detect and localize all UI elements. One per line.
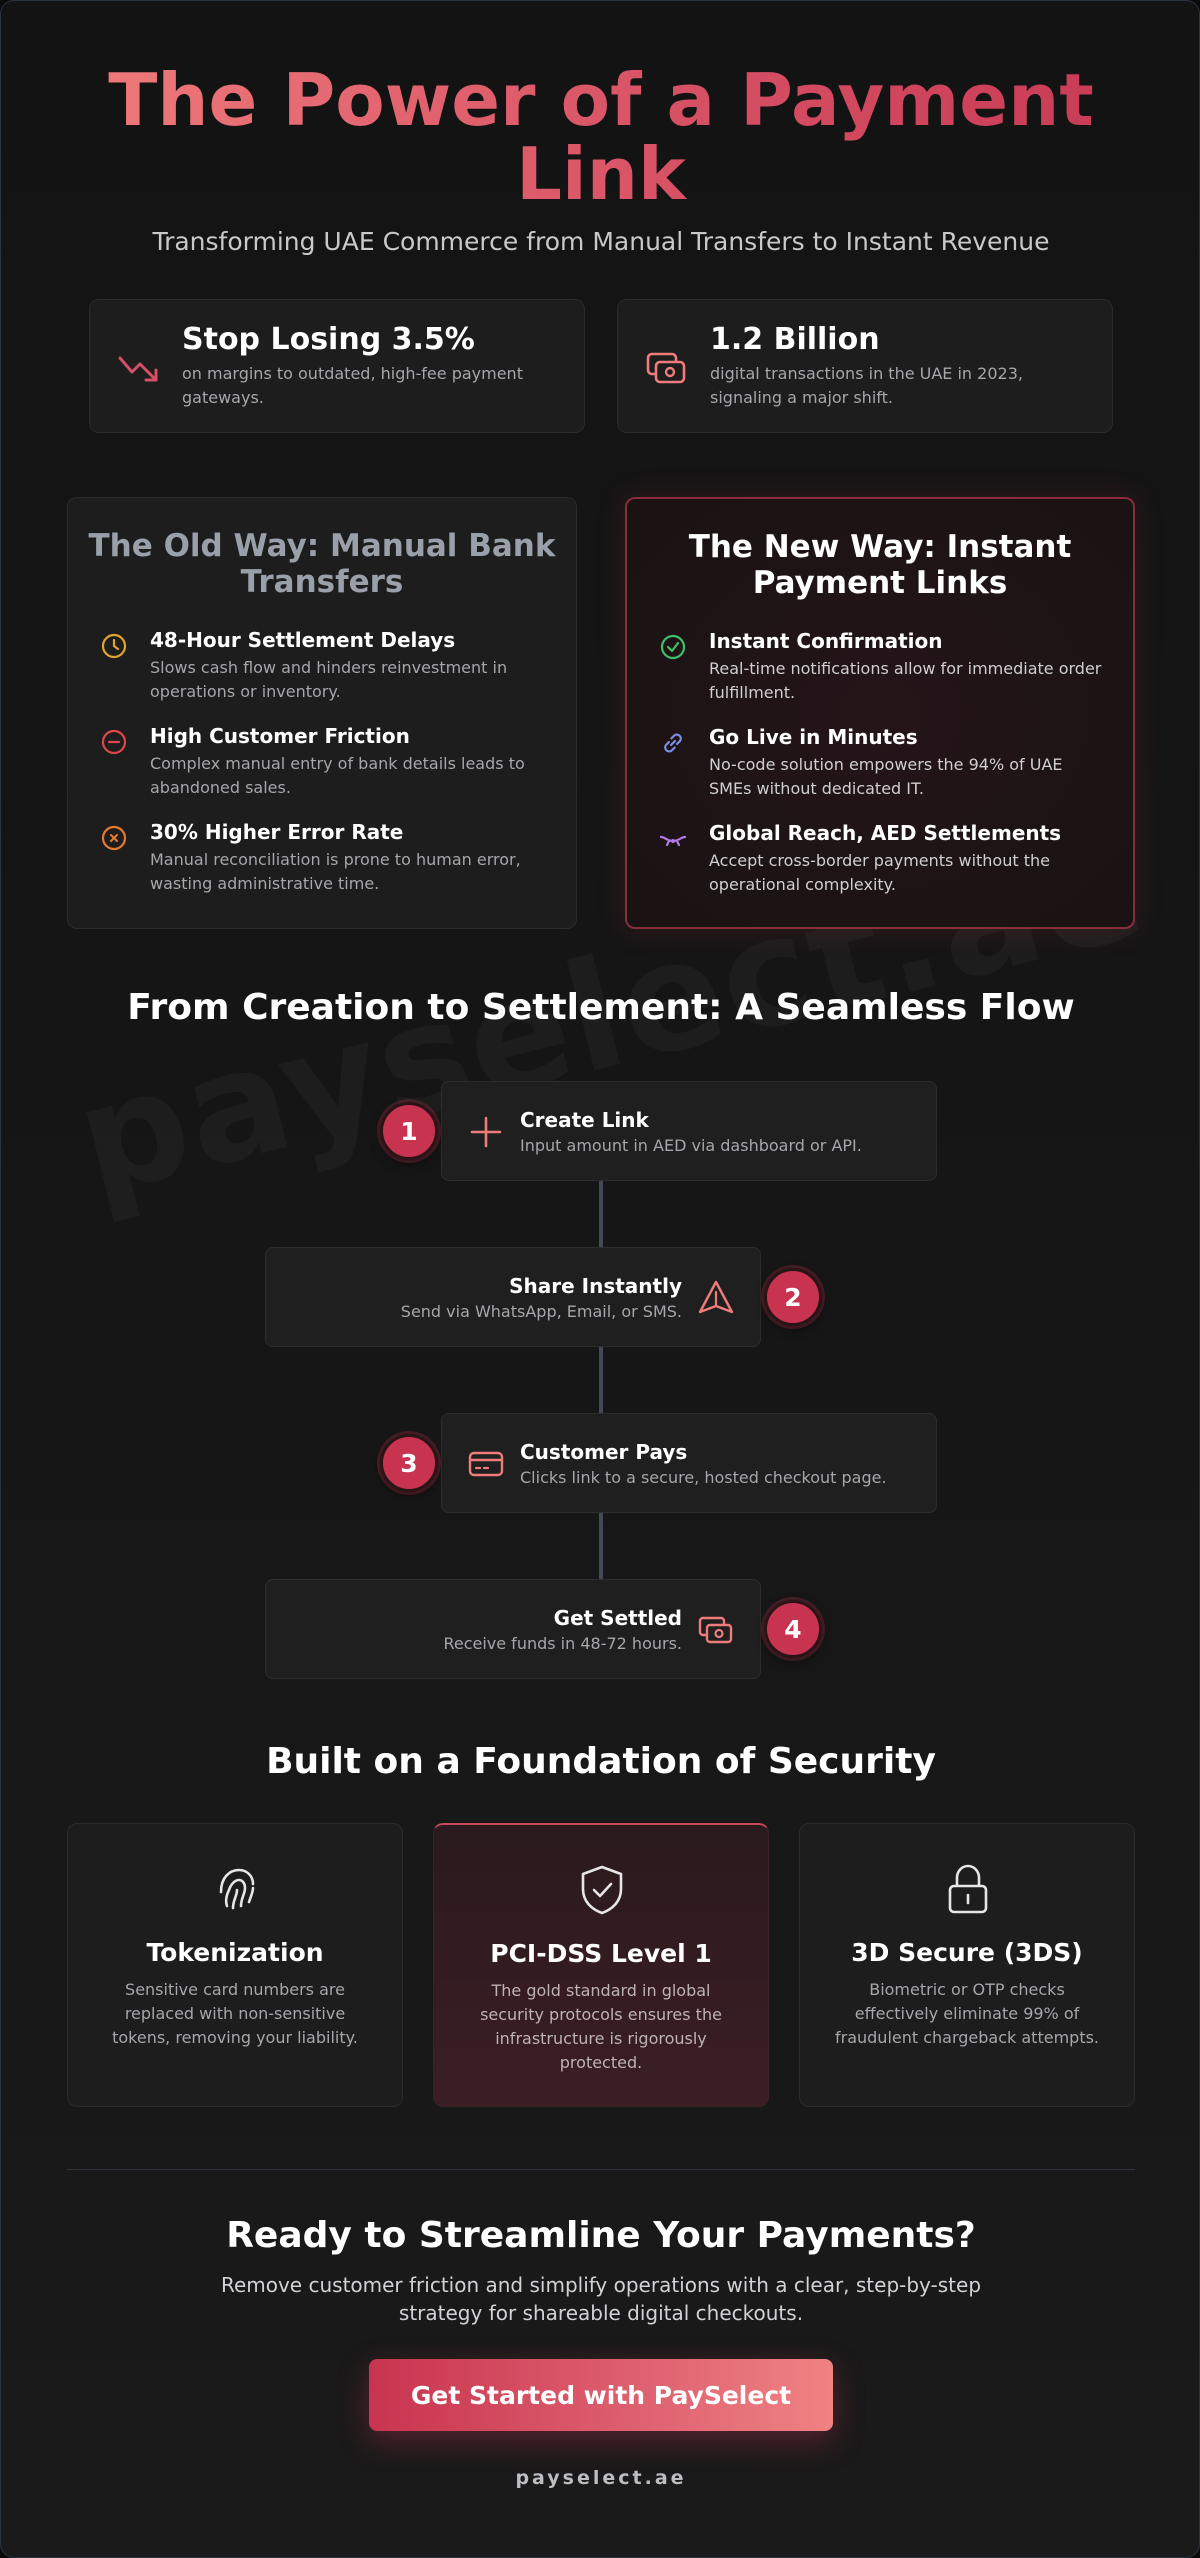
get-started-button[interactable]: Get Started with PaySelect <box>369 2359 833 2431</box>
stat-value: Stop Losing 3.5% <box>182 322 475 357</box>
security-card-title: Tokenization <box>146 1938 324 1967</box>
cash-stack-icon <box>644 348 690 388</box>
stat-card-transactions <box>617 299 1113 433</box>
security-title: Built on a Foundation of Security <box>266 1741 936 1782</box>
link-icon <box>659 729 687 757</box>
step-description: Send via WhatsApp, Email, or SMS. <box>400 1302 682 1321</box>
clock-icon <box>100 632 128 660</box>
item-title: Global Reach, AED Settlements <box>709 821 1062 845</box>
footer-link[interactable]: payselect.ae <box>515 2467 687 2489</box>
step-description: Input amount in AED via dashboard or API. <box>520 1136 862 1155</box>
step-description: Receive funds in 48-72 hours. <box>443 1634 682 1653</box>
plane-icon <box>659 825 687 853</box>
trending-down-icon <box>116 348 162 388</box>
old-way-card <box>67 497 577 929</box>
security-card-pci-dss <box>433 1823 769 2107</box>
item-description: Slows cash flow and hinders reinvestment in operations or inventory. <box>150 658 508 701</box>
check-circle-icon <box>659 633 687 661</box>
item-title: 30% Higher Error Rate <box>150 820 404 844</box>
step-title: Get Settled <box>553 1606 682 1630</box>
item-description: Real-time notifications allow for immediate order fulfillment. <box>709 659 1102 702</box>
flow-step-get-settled <box>265 1579 761 1679</box>
x-circle-icon <box>100 824 128 852</box>
step-title: Share Instantly <box>509 1274 682 1298</box>
new-way-card <box>625 497 1135 929</box>
plus-icon <box>466 1112 506 1152</box>
cta-title: Ready to Streamline Your Payments? <box>226 2215 976 2256</box>
item-title: Instant Confirmation <box>709 629 943 653</box>
security-card-description: The gold standard in global security protocols ensures the infrastructure is rigorously protected. <box>480 1981 722 2072</box>
lock-icon <box>943 1862 993 1916</box>
stat-description: digital transactions in the UAE in 2023, signaling a major shift. <box>710 364 1023 407</box>
item-title: Go Live in Minutes <box>709 725 918 749</box>
security-card-3d-secure <box>799 1823 1135 2107</box>
cta-subtitle: Remove customer friction and simplify operations with a clear, step-by-step strategy for shareable digital checkouts. <box>220 2273 982 2325</box>
step-number-badge: 3 <box>380 1434 438 1492</box>
security-card-description: Biometric or OTP checks effectively eliminate 99% of fraudulent chargeback attempts. <box>834 1980 1100 2047</box>
stat-description: on margins to outdated, high-fee payment gateways. <box>182 364 523 407</box>
send-icon <box>696 1278 736 1318</box>
credit-card-icon <box>466 1444 506 1484</box>
page-subtitle: Transforming UAE Commerce from Manual Transfers to Instant Revenue <box>152 227 1050 256</box>
section-divider <box>67 2169 1135 2170</box>
flow-title: From Creation to Settlement: A Seamless Flow <box>127 987 1075 1028</box>
step-title: Customer Pays <box>520 1440 688 1464</box>
page-title: The Power of a Payment Link <box>61 63 1141 211</box>
flow-step-customer-pays <box>441 1413 937 1513</box>
security-card-description: Sensitive card numbers are replaced with non-sensitive tokens, removing your liability. <box>112 1980 358 2047</box>
shield-check-icon <box>577 1863 627 1917</box>
security-card-title: 3D Secure (3DS) <box>851 1938 1083 1967</box>
new-way-title: The New Way: Instant Payment Links <box>688 529 1072 601</box>
step-number-badge: 1 <box>380 1102 438 1160</box>
old-way-title: The Old Way: Manual Bank Transfers <box>88 528 556 600</box>
item-title: High Customer Friction <box>150 724 410 748</box>
stat-card-margin <box>89 299 585 433</box>
item-description: Accept cross-border payments without the operational complexity. <box>709 851 1050 894</box>
fingerprint-icon <box>211 1862 261 1916</box>
security-card-tokenization <box>67 1823 403 2107</box>
step-description: Clicks link to a secure, hosted checkout page. <box>520 1468 887 1487</box>
minus-circle-icon <box>100 728 128 756</box>
flow-step-share-instantly <box>265 1247 761 1347</box>
item-description: No-code solution empowers the 94% of UAE SMEs without dedicated IT. <box>709 755 1063 798</box>
stat-value: 1.2 Billion <box>710 322 880 357</box>
step-number-badge: 4 <box>764 1600 822 1658</box>
security-card-title: PCI-DSS Level 1 <box>490 1939 712 1968</box>
flow-step-create-link <box>441 1081 937 1181</box>
cash-stack-icon <box>696 1610 736 1650</box>
item-description: Complex manual entry of bank details leads to abandoned sales. <box>150 754 525 797</box>
item-description: Manual reconciliation is prone to human error, wasting administrative time. <box>150 850 521 893</box>
item-title: 48-Hour Settlement Delays <box>150 628 456 652</box>
step-number-badge: 2 <box>764 1268 822 1326</box>
step-title: Create Link <box>520 1108 649 1132</box>
